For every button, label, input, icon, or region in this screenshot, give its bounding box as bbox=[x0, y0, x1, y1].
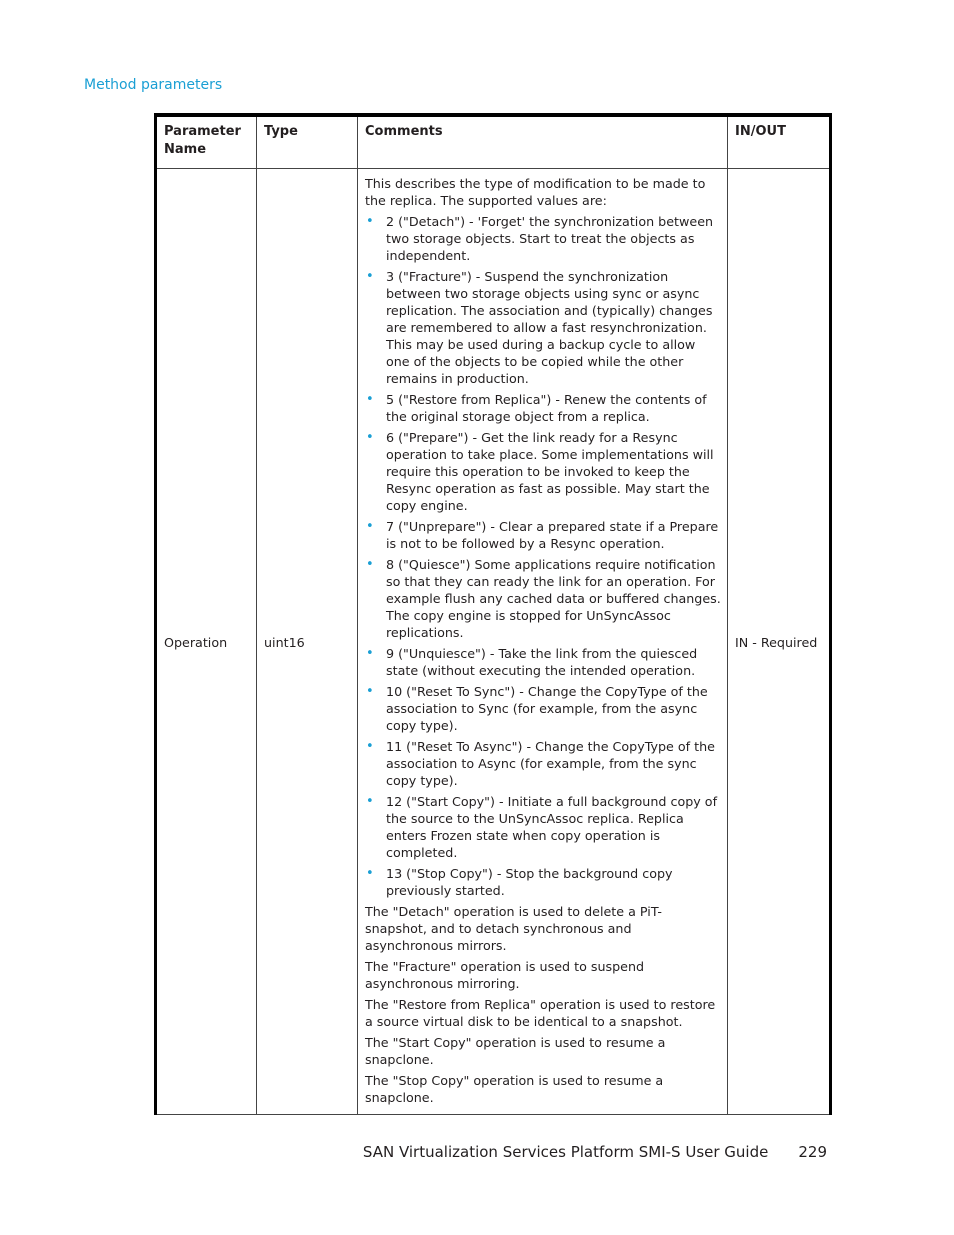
list-item: • 6 ("Prepare") - Get the link ready for a Resync operation to take place. Some implementations will require this operation to be invoked to keep the Resync operation as fast as possible. May start the copy engine. bbox=[366, 430, 714, 513]
list-item: • 7 ("Unprepare") - Clear a prepared state if a Prepare is not to be followed by a Resync operation. bbox=[366, 519, 719, 551]
supported-values-list bbox=[365, 213, 721, 899]
page-number: 229 bbox=[798, 1143, 827, 1161]
comments-intro: This describes the type of modification to be made to the replica. The supported values are: bbox=[365, 176, 706, 208]
list-item: • 12 ("Start Copy") - Initiate a full background copy of the source to the UnSyncAssoc replica. Replica enters Frozen state when copy operation is completed. bbox=[366, 794, 718, 860]
page-footer bbox=[363, 1143, 827, 1161]
list-item: • 5 ("Restore from Replica") - Renew the contents of the original storage object from a replica. bbox=[366, 392, 707, 424]
bullet-icon: • bbox=[366, 392, 374, 407]
section-title: Method parameters bbox=[84, 77, 223, 93]
bullet-icon: • bbox=[366, 684, 374, 699]
list-item: • 13 ("Stop Copy") - Stop the background copy previously started. bbox=[366, 866, 673, 898]
note-paragraph: The "Fracture" operation is used to suspend asynchronous mirroring. bbox=[365, 959, 645, 991]
header-type: Type bbox=[257, 115, 358, 169]
list-item: • 2 ("Detach") - 'Forget' the synchronization between two storage objects. Start to treat the objects as independent. bbox=[366, 214, 714, 263]
note-paragraph: The "Start Copy" operation is used to resume a snapclone. bbox=[365, 1035, 666, 1067]
header-in-out: IN/OUT bbox=[728, 115, 831, 169]
note-paragraph: The "Stop Copy" operation is used to resume a snapclone. bbox=[365, 1073, 664, 1105]
method-parameters-table bbox=[154, 113, 832, 1115]
bullet-icon: • bbox=[366, 430, 374, 445]
bullet-icon: • bbox=[366, 794, 374, 809]
list-item: • 9 ("Unquiesce") - Take the link from the quiesced state (without executing the intended operation. bbox=[366, 646, 698, 678]
list-item: • 11 ("Reset To Async") - Change the CopyType of the association to Async (for example, from the sync copy type). bbox=[366, 739, 715, 788]
table-row bbox=[156, 169, 831, 1115]
bullet-icon: • bbox=[366, 739, 374, 754]
header-comments: Comments bbox=[358, 115, 728, 169]
bullet-icon: • bbox=[366, 557, 374, 572]
note-paragraph: The "Detach" operation is used to delete a PiT-snapshot, and to detach synchronous and asynchronous mirrors. bbox=[365, 904, 662, 953]
bullet-icon: • bbox=[366, 269, 374, 284]
list-item: • 8 ("Quiesce") Some applications require notification so that they can ready the link for an operation. For example flush any cached data or buffered changes. The copy engine is stopped for UnSyncAssoc replications. bbox=[366, 557, 721, 640]
list-item: • 10 ("Reset To Sync") - Change the CopyType of the association to Sync (for example, from the async copy type). bbox=[366, 684, 708, 733]
list-item: • 3 ("Fracture") - Suspend the synchronization between two storage objects using sync or async replication. The association and (typically) changes are remembered to allow a fast resynchronization. This may be used during a backup cycle to allow one of the objects to be copied while the other remains in production. bbox=[366, 269, 713, 386]
bullet-icon: • bbox=[366, 866, 374, 881]
bullet-icon: • bbox=[366, 646, 374, 661]
comments-cell bbox=[358, 169, 728, 1115]
parameter-name-cell: Operation bbox=[156, 169, 257, 1115]
in-out-cell: IN - Required bbox=[728, 169, 831, 1115]
bullet-icon: • bbox=[366, 214, 374, 229]
bullet-icon: • bbox=[366, 519, 374, 534]
table-header-row bbox=[156, 115, 831, 169]
guide-title: SAN Virtualization Services Platform SMI-S User Guide bbox=[362, 1143, 769, 1161]
note-paragraph: The "Restore from Replica" operation is used to restore a source virtual disk to be identical to a snapshot. bbox=[365, 997, 716, 1029]
type-cell: uint16 bbox=[257, 169, 358, 1115]
header-parameter-name: Parameter Name bbox=[156, 115, 257, 169]
